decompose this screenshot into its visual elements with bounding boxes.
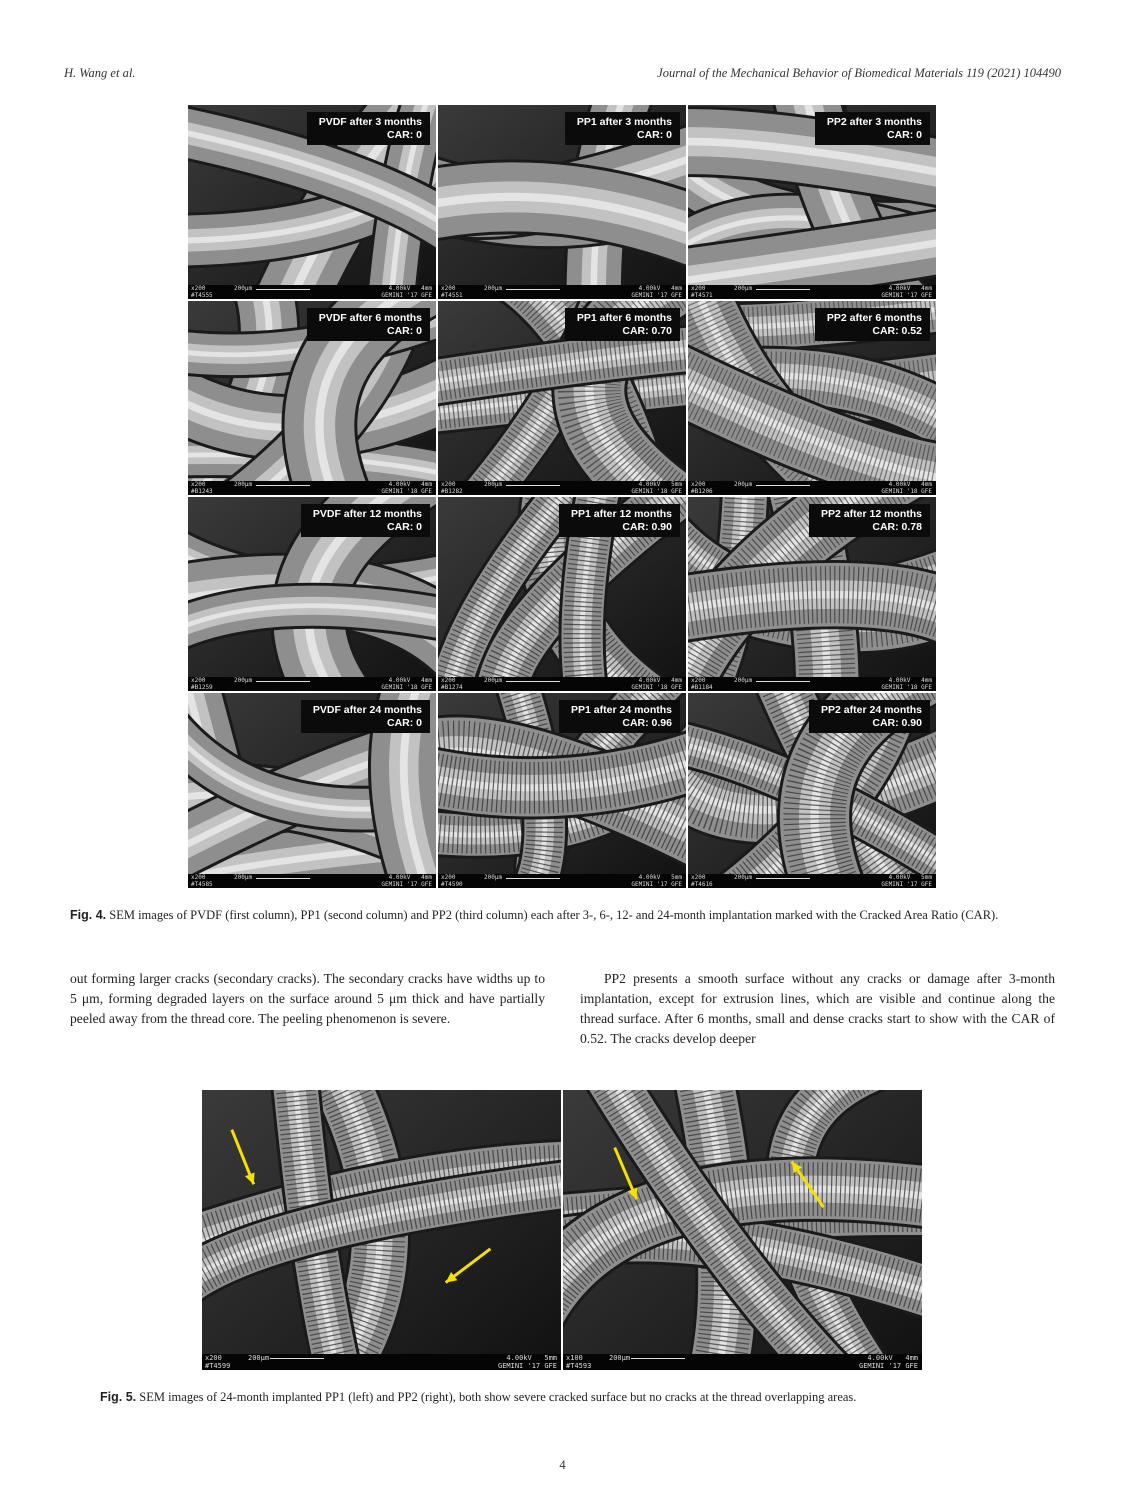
sem-panel <box>437 300 687 496</box>
sem-scale-label: 200µm <box>484 481 503 488</box>
sem-info-bar <box>188 285 436 299</box>
sem-instrument-info: 4.00kV 5mm GEMINI '17 GFE <box>497 1354 557 1370</box>
sem-panel-car: CAR: 0.78 <box>872 520 922 533</box>
sem-panel-label <box>559 504 680 537</box>
sem-panel-title: PP1 after 12 months <box>571 508 672 520</box>
sem-magnification: x200 #B1206 <box>691 481 713 495</box>
sem-panel <box>437 692 687 889</box>
sem-panel-title: PP1 after 24 months <box>571 704 672 716</box>
sem-info-bar <box>438 677 686 691</box>
sem-scale-label: 200µm <box>734 874 753 881</box>
sem-scale-label: 200µm <box>248 1354 270 1362</box>
sem-image <box>202 1090 561 1370</box>
sem-info-bar <box>438 874 686 888</box>
sem-magnification: x200 #B1274 <box>441 677 463 691</box>
sem-instrument-info: 4.00kV 4mm GEMINI '17 GFE <box>858 1354 918 1370</box>
sem-instrument-info: 4.00kV 4mm GEMINI '17 GFE <box>631 285 682 299</box>
sem-instrument-info: 4.00kV 4mm GEMINI '17 GFE <box>381 285 432 299</box>
sem-panel <box>687 692 937 889</box>
sem-instrument-info: 4.00kV 4mm GEMINI '17 GFE <box>881 285 932 299</box>
figure-5-caption <box>100 1389 1060 1406</box>
sem-instrument-info: 4.00kV 4mm GEMINI '18 GFE <box>881 481 932 495</box>
sem-scale-label: 200µm <box>234 285 253 292</box>
body-text-left-column: out forming larger cracks (secondary cracks). The secondary cracks have widths up to 5 μm, forming degraded layers on the surface around 5 μm thick and have partially peeled away from the thread core. The peeling phenomenon is severe. <box>70 971 545 1026</box>
sem-magnification: x200 #T4585 <box>191 874 213 888</box>
sem-info-bar <box>188 677 436 691</box>
figure-4-caption <box>70 907 1060 924</box>
sem-panel-car: CAR: 0 <box>886 128 922 141</box>
sem-panel-label <box>809 700 930 733</box>
sem-info-bar <box>688 285 936 299</box>
sem-scale-label: 200µm <box>484 285 503 292</box>
sem-panel <box>187 692 437 889</box>
running-head-authors: H. Wang et al. <box>64 66 136 80</box>
sem-instrument-info: 4.00kV 4mm GEMINI '18 GFE <box>881 677 932 691</box>
sem-panel-label <box>565 112 680 145</box>
figure-5-caption-label: Fig. 5. <box>100 1390 137 1404</box>
sem-panel-label <box>559 700 680 733</box>
sem-panel-car: CAR: 0 <box>386 324 422 337</box>
sem-instrument-info: 4.00kV 4mm GEMINI '18 GFE <box>381 677 432 691</box>
sem-panel-car: CAR: 0.70 <box>622 324 672 337</box>
sem-scale-label: 200µm <box>734 677 753 684</box>
sem-scale-label: 200µm <box>484 677 503 684</box>
sem-magnification: x200 #T4590 <box>441 874 463 888</box>
sem-instrument-info: 4.00kV 4mm GEMINI '18 GFE <box>381 481 432 495</box>
sem-panel-car: CAR: 0 <box>386 128 422 141</box>
sem-panel <box>687 104 937 300</box>
sem-panel-label <box>301 700 430 733</box>
sem-panel <box>187 496 437 692</box>
sem-instrument-info: 4.00kV 5mm GEMINI '17 GFE <box>881 874 932 888</box>
sem-scale-label: 200µm <box>609 1354 631 1362</box>
sem-panel-pp2-24-months <box>562 1089 923 1371</box>
sem-panel <box>437 496 687 692</box>
sem-magnification: x200 #T4571 <box>691 285 713 299</box>
sem-instrument-info: 4.00kV 4mm GEMINI '17 GFE <box>381 874 432 888</box>
page-number: 4 <box>559 1458 566 1472</box>
sem-instrument-info: 4.00kV 5mm GEMINI '17 GFE <box>631 874 682 888</box>
sem-panel-label <box>565 308 680 341</box>
sem-panel-title: PVDF after 12 months <box>312 508 422 520</box>
sem-info-bar <box>188 874 436 888</box>
sem-info-bar <box>688 677 936 691</box>
sem-panel-car: CAR: 0.96 <box>622 716 672 729</box>
sem-magnification: x200 #B1243 <box>191 481 213 495</box>
sem-magnification: x200 #T4551 <box>441 285 463 299</box>
sem-magnification: x200 #T4599 <box>205 1354 231 1370</box>
figure-4-sem-grid <box>187 104 937 889</box>
sem-scale-label: 200µm <box>234 677 253 684</box>
sem-panel-label <box>815 308 930 341</box>
sem-info-bar <box>563 1354 922 1370</box>
sem-magnification: x200 #T4616 <box>691 874 713 888</box>
running-head <box>64 66 1061 86</box>
sem-panel-label <box>301 504 430 537</box>
sem-magnification: x200 #T4555 <box>191 285 213 299</box>
sem-info-bar <box>438 481 686 495</box>
sem-panel-car: CAR: 0 <box>636 128 672 141</box>
sem-panel <box>687 300 937 496</box>
sem-instrument-info: 4.00kV 5mm GEMINI '18 GFE <box>631 481 682 495</box>
figure-5-sem-pair <box>201 1089 923 1371</box>
sem-scale-label: 200µm <box>234 874 253 881</box>
sem-panel <box>687 496 937 692</box>
sem-magnification: x200 #B1259 <box>191 677 213 691</box>
sem-info-bar <box>688 481 936 495</box>
running-head-journal: Journal of the Mechanical Behavior of Biomedical Materials 119 (2021) 104490 <box>657 66 1061 80</box>
sem-panel-title: PP1 after 6 months <box>576 312 672 324</box>
body-text-right-column: PP2 presents a smooth surface without any cracks or damage after 3-month implantation, except for extrusion lines, which are visible and continue along the thread surface. After 6 months, small and dense cracks start to show with the CAR of 0.52. The cracks develop deeper <box>580 971 1055 1046</box>
sem-panel <box>437 104 687 300</box>
sem-info-bar <box>188 481 436 495</box>
sem-info-bar <box>202 1354 561 1370</box>
sem-panel <box>187 104 437 300</box>
sem-scale-label: 200µm <box>234 481 253 488</box>
sem-magnification: x100 #T4593 <box>566 1354 592 1370</box>
sem-panel <box>187 300 437 496</box>
sem-panel-title: PVDF after 24 months <box>312 704 422 716</box>
sem-panel-label <box>307 308 430 341</box>
sem-scale-label: 200µm <box>484 874 503 881</box>
sem-panel-title: PP2 after 12 months <box>821 508 922 520</box>
sem-panel-title: PVDF after 3 months <box>318 116 422 128</box>
sem-panel-title: PP2 after 3 months <box>826 116 922 128</box>
sem-panel-title: PP1 after 3 months <box>576 116 672 128</box>
sem-scale-label: 200µm <box>734 481 753 488</box>
sem-panel-pp1-24-months <box>201 1089 562 1371</box>
sem-info-bar <box>688 874 936 888</box>
sem-magnification: x200 #B1282 <box>441 481 463 495</box>
sem-panel-car: CAR: 0.90 <box>872 716 922 729</box>
sem-panel-car: CAR: 0.52 <box>872 324 922 337</box>
sem-panel-title: PP2 after 6 months <box>826 312 922 324</box>
sem-panel-title: PP2 after 24 months <box>821 704 922 716</box>
figure-4-caption-label: Fig. 4. <box>70 908 107 922</box>
sem-scale-label: 200µm <box>734 285 753 292</box>
figure-5-caption-text: SEM images of 24-month implanted PP1 (left) and PP2 (right), both show severe cracked surface but no cracks at the thread overlapping areas. <box>139 1390 857 1404</box>
sem-instrument-info: 4.00kV 4mm GEMINI '18 GFE <box>631 677 682 691</box>
sem-panel-title: PVDF after 6 months <box>318 312 422 324</box>
sem-image <box>563 1090 922 1370</box>
sem-panel-car: CAR: 0.90 <box>622 520 672 533</box>
sem-panel-label <box>815 112 930 145</box>
sem-panel-car: CAR: 0 <box>386 716 422 729</box>
sem-panel-car: CAR: 0 <box>386 520 422 533</box>
sem-panel-label <box>809 504 930 537</box>
sem-info-bar <box>438 285 686 299</box>
sem-magnification: x200 #B1184 <box>691 677 713 691</box>
sem-panel-label <box>307 112 430 145</box>
figure-4-caption-text: SEM images of PVDF (first column), PP1 (second column) and PP2 (third column) each after 3-, 6-, 12- and 24-month implantation marked with the Cracked Area Ratio (CAR). <box>109 908 999 922</box>
